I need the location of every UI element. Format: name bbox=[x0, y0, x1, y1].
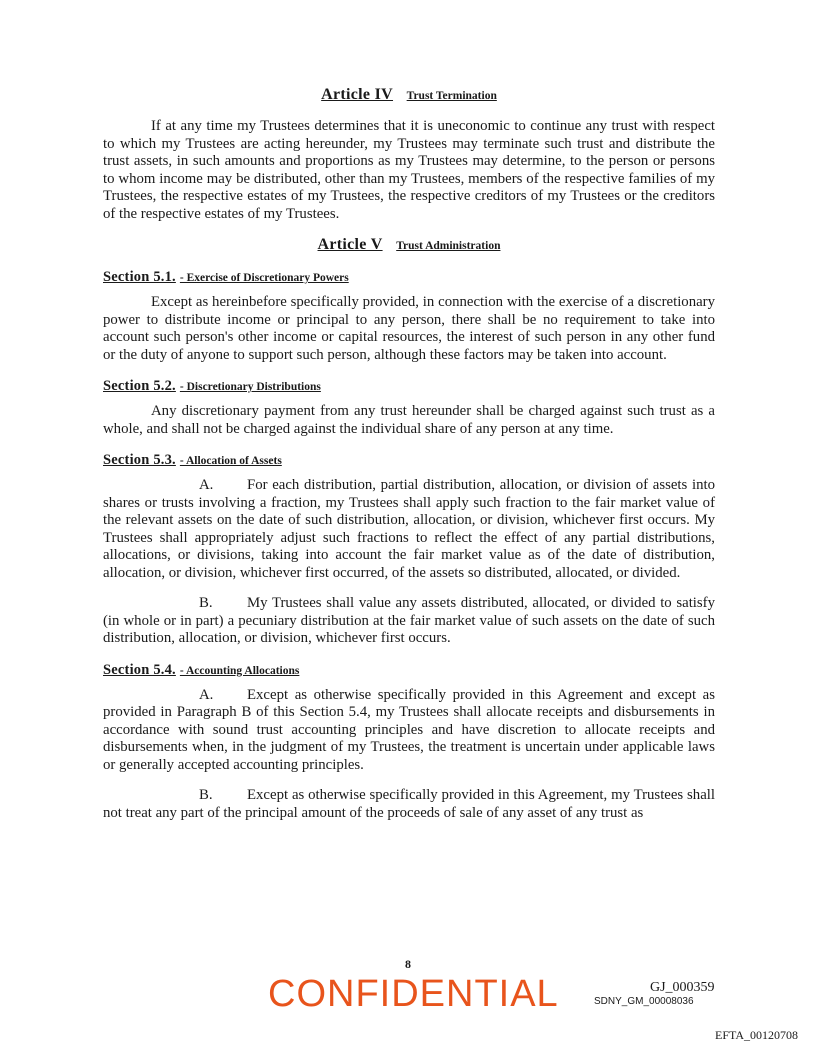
section-5-4-paragraph-b bbox=[103, 787, 715, 822]
section-5-4-title: - Accounting Allocations bbox=[179, 664, 300, 677]
section-5-2-number: Section 5.2. bbox=[103, 378, 176, 394]
section-5-2-title: - Discretionary Distributions bbox=[179, 381, 321, 393]
section-5-3-b-label: B. bbox=[199, 595, 213, 611]
section-5-4-a-text: Except as otherwise specifically provided in this Agreement and except as provided in Paragraph B of this Section 5.4, my Trustees shall allocate receipts and disbursements in accordance with sound trust accounting principles and have discretion to allocate receipts and disbursements when, in the judgment of my Trustees, the treatment is uncertain under applicable laws or generally accepted accounting principles. bbox=[103, 686, 715, 773]
article-v-subtitle: Trust Administration bbox=[396, 240, 501, 252]
article-v-title: Article V bbox=[317, 236, 383, 253]
document-body bbox=[103, 86, 715, 822]
section-5-4-a-label: A. bbox=[199, 686, 214, 703]
page-number: 8 bbox=[405, 957, 411, 971]
article-iv-title: Article IV bbox=[321, 86, 394, 103]
section-5-3-b-text: My Trustees shall value any assets distributed, allocated, or divided to satisfy (in whole or in part) a pecuniary distribution at the fair market value of such assets on the date of such distribution, allocation, or division, whichever first occurs. bbox=[103, 595, 715, 646]
sdny-number: SDNY_GM_00008036 bbox=[594, 996, 694, 1007]
section-5-3-a-text: For each distribution, partial distribution, allocation, or division of assets into shares or trusts involving a fraction, my Trustees shall apply such fraction to the fair market value of the relevant assets on the date of such distribution, allocation, or division, whichever first occurs. My Trustees shall appropriately adjust such fractions to reflect the effect of any partial distributions, allocations, or divisions, taking into account the fair market value as of the date of distribution, allocation, or division, whichever first occurred, of the assets so distributed, allocated, or divided. bbox=[103, 477, 715, 581]
section-5-4-number: Section 5.4. bbox=[103, 661, 176, 678]
article-iv-heading bbox=[103, 86, 715, 105]
confidential-stamp: CONFIDENTIAL bbox=[268, 973, 559, 1015]
section-5-1-title: - Exercise of Discretionary Powers bbox=[179, 272, 349, 284]
efta-number: EFTA_00120708 bbox=[715, 1028, 799, 1042]
section-5-1-paragraph: Except as hereinbefore specifically provided, in connection with the exercise of a discretionary power to distribute income or principal to any person, there shall be no requirement to take into account such person's other income or capital resources, the interest of such person in any other fund or the duty of anyone to support such person, although these factors may be taken into account. bbox=[103, 294, 715, 363]
section-5-2-paragraph: Any discretionary payment from any trust hereunder shall be charged against such trust as a whole, and shall not be charged against the individual share of any person at any time. bbox=[103, 403, 715, 437]
article-iv-paragraph: If at any time my Trustees determines that it is uneconomic to continue any trust with respect to which my Trustees are acting hereunder, my Trustees may terminate such trust and distribute the trust assets, in such amounts and proportions as my Trustees may determine, to the person or persons to whom income may be distributed, other than my Trustees, members of the respective families of my Trustees, the respective estates of my Trustees, the respective creditors of my Trustees or the creditors of the respective estates of my Trustees. bbox=[103, 118, 715, 222]
section-5-3-number: Section 5.3. bbox=[103, 452, 176, 468]
section-5-3-paragraph-a bbox=[103, 477, 715, 582]
section-5-3-title: - Allocation of Assets bbox=[179, 455, 282, 467]
section-5-4-b-label: B. bbox=[199, 787, 213, 803]
section-5-4-paragraph-a bbox=[103, 687, 715, 775]
article-iv-subtitle: Trust Termination bbox=[406, 90, 497, 102]
section-5-1-heading bbox=[103, 268, 715, 287]
section-5-3-paragraph-b bbox=[103, 595, 715, 648]
bates-number: GJ_000359 bbox=[650, 980, 715, 995]
section-5-4-heading bbox=[103, 661, 715, 680]
article-v-heading bbox=[103, 236, 715, 255]
section-5-1-number: Section 5.1. bbox=[103, 269, 176, 285]
section-5-2-heading bbox=[103, 377, 715, 396]
section-5-3-a-label: A. bbox=[199, 477, 214, 493]
section-5-3-heading bbox=[103, 451, 715, 470]
section-5-4-b-text: Except as otherwise specifically provided in this Agreement, my Trustees shall not treat any part of the principal amount of the proceeds of sale of any asset of any trust as bbox=[103, 787, 715, 821]
